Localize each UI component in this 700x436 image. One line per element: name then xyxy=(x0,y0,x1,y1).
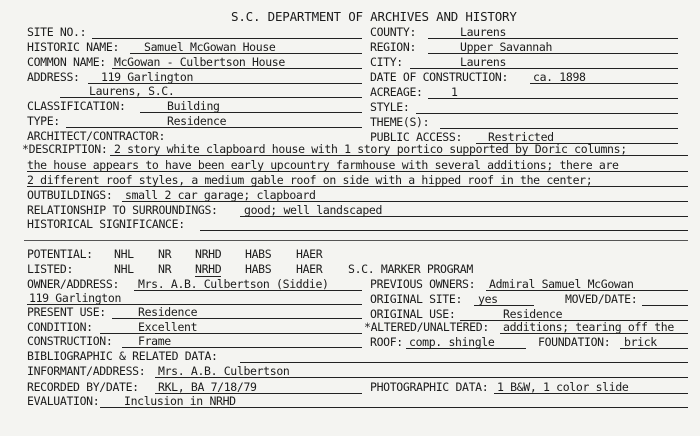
relationship-line xyxy=(240,216,688,217)
significance-line xyxy=(200,230,688,231)
historic-name-label: HISTORIC NAME: xyxy=(27,40,120,54)
architect-label: ARCHITECT/CONTRACTOR: xyxy=(27,129,166,143)
type-line xyxy=(66,127,362,128)
outbuildings-value: small 2 car garage; clapboard xyxy=(125,188,316,202)
common-name-label: COMMON NAME: xyxy=(27,55,106,69)
description-rule2 xyxy=(27,171,688,172)
informant-line xyxy=(155,377,688,378)
address-line2: Laurens, S.C. xyxy=(89,84,175,98)
recorded-value: RKL, BA 7/18/79 xyxy=(158,380,257,394)
county-line xyxy=(428,38,678,39)
date-value: ca. 1898 xyxy=(533,70,586,84)
theme-line xyxy=(440,128,678,129)
outbuildings-label: OUTBUILDINGS: xyxy=(27,188,113,202)
photographic-label: PHOTOGRAPHIC DATA: xyxy=(370,380,489,394)
region-label: REGION: xyxy=(370,40,417,54)
previous-owners-line xyxy=(486,290,688,291)
type-label: TYPE: xyxy=(27,114,60,128)
construction-label: CONSTRUCTION: xyxy=(27,334,113,348)
historic-name-value: Samuel McGowan House xyxy=(144,40,276,54)
outbuildings-line xyxy=(122,201,688,202)
evaluation-label: EVALUATION: xyxy=(27,394,100,408)
marker-program: S.C. MARKER PROGRAM xyxy=(348,262,473,276)
potential-nr: NR xyxy=(158,247,172,261)
original-use-label: ORIGINAL USE: xyxy=(370,307,456,321)
present-use-line xyxy=(112,318,362,319)
bibliographic-label: BIBLIOGRAPHIC & RELATED DATA: xyxy=(27,349,218,363)
county-label: COUNTY: xyxy=(370,25,417,39)
relationship-label: RELATIONSHIP TO SURROUNDINGS: xyxy=(27,203,218,217)
region-line xyxy=(428,53,678,54)
altered-label: *ALTERED/UNALTERED: xyxy=(364,320,489,334)
owner-label: OWNER/ADDRESS: xyxy=(27,277,120,291)
listed-nhl: NHL xyxy=(114,262,134,276)
condition-label: CONDITION: xyxy=(27,320,93,334)
address-line1: 119 Garlington xyxy=(101,70,194,84)
classification-label: CLASSIFICATION: xyxy=(27,99,126,113)
moved-date-line xyxy=(642,305,688,306)
present-use-value: Residence xyxy=(138,305,198,319)
potential-label: POTENTIAL: xyxy=(27,247,93,261)
foundation-line xyxy=(620,348,688,349)
style-line xyxy=(416,113,678,114)
date-line xyxy=(530,83,678,84)
potential-nhl: NHL xyxy=(114,247,134,261)
description-rule1 xyxy=(110,155,688,156)
owner-address: 119 Garlington xyxy=(29,291,122,305)
evaluation-line xyxy=(100,407,688,408)
section-divider xyxy=(24,240,688,241)
description-rule3 xyxy=(27,186,688,187)
classification-line xyxy=(140,112,362,113)
listed-habs: HABS xyxy=(245,262,272,276)
city-label: CITY: xyxy=(370,55,403,69)
construction-value: Frame xyxy=(138,334,171,348)
public-access-label: PUBLIC ACCESS: xyxy=(370,130,463,144)
altered-value: additions; tearing off the xyxy=(503,320,674,334)
county-value: Laurens xyxy=(460,25,507,39)
classification-value: Building xyxy=(167,99,220,113)
listed-nr: NR xyxy=(158,262,172,276)
moved-date-label: MOVED/DATE: xyxy=(565,292,638,306)
foundation-label: FOUNDATION: xyxy=(538,335,611,349)
common-name-line xyxy=(112,68,362,69)
photographic-value: 1 B&W, 1 color slide xyxy=(497,380,629,394)
previous-owners-value: Admiral Samuel McGowan xyxy=(489,277,634,291)
listed-haer: HAER xyxy=(296,262,323,276)
owner-value: Mrs. A.B. Culbertson (Siddie) xyxy=(138,277,329,291)
foundation-value: brick xyxy=(624,335,657,349)
common-name-value: McGowan - Culbertson House xyxy=(114,55,285,69)
roof-value: comp. shingle xyxy=(409,335,495,349)
date-label: DATE OF CONSTRUCTION: xyxy=(370,70,509,84)
previous-owners-label: PREVIOUS OWNERS: xyxy=(370,277,476,291)
theme-label: THEME(S): xyxy=(370,115,430,129)
original-site-line xyxy=(474,305,534,306)
significance-label: HISTORICAL SIGNIFICANCE: xyxy=(27,217,185,231)
acreage-line xyxy=(428,98,678,99)
owner-line xyxy=(134,290,362,291)
potential-haer: HAER xyxy=(296,247,323,261)
evaluation-value: Inclusion in NRHD xyxy=(124,394,236,408)
altered-line xyxy=(500,333,688,334)
construction-line xyxy=(122,347,362,348)
original-use-value: Residence xyxy=(503,307,563,321)
recorded-label: RECORDED BY/DATE: xyxy=(27,380,139,394)
acreage-value: 1 xyxy=(451,85,458,99)
informant-label: INFORMANT/ADDRESS: xyxy=(27,364,146,378)
original-site-label: ORIGINAL SITE: xyxy=(370,292,463,306)
city-value: Laurens xyxy=(460,55,507,69)
address-label: ADDRESS: xyxy=(27,70,80,84)
potential-habs: HABS xyxy=(245,247,272,261)
description-line2: the house appears to have been early upcountry farmhouse with several additions; there are xyxy=(27,158,619,172)
form-title: S.C. DEPARTMENT OF ARCHIVES AND HISTORY xyxy=(231,9,517,24)
site-no-line xyxy=(92,38,362,39)
region-value: Upper Savannah xyxy=(460,40,553,54)
photographic-line xyxy=(494,393,688,394)
original-site-value: yes xyxy=(478,292,498,306)
style-label: STYLE: xyxy=(370,100,410,114)
public-access-value: Restricted xyxy=(488,130,554,144)
acreage-label: ACREAGE: xyxy=(370,85,423,99)
informant-value: Mrs. A.B. Culbertson xyxy=(158,364,290,378)
address-line2-rule xyxy=(60,97,362,98)
city-line xyxy=(410,68,678,69)
present-use-label: PRESENT USE: xyxy=(27,305,106,319)
listed-nrhd: NRHD xyxy=(195,262,222,276)
historic-name-line xyxy=(130,53,362,54)
description-line3: 2 different roof styles, a medium gable roof on side with a hipped roof in the center; xyxy=(27,173,593,187)
potential-nrhd: NRHD xyxy=(195,247,222,261)
relationship-value: good; well landscaped xyxy=(244,203,383,217)
site-no-label: SITE NO.: xyxy=(27,25,87,39)
description-line1: *DESCRIPTION: 2 story white clapboard house with 1 story portico supported by Doric columns; xyxy=(22,142,627,156)
roof-label: ROOF: xyxy=(370,335,403,349)
condition-value: Excellent xyxy=(138,320,198,334)
listed-label: LISTED: xyxy=(27,262,74,276)
bibliographic-line xyxy=(240,362,688,363)
type-value: Residence xyxy=(167,114,227,128)
roof-line xyxy=(406,348,526,349)
